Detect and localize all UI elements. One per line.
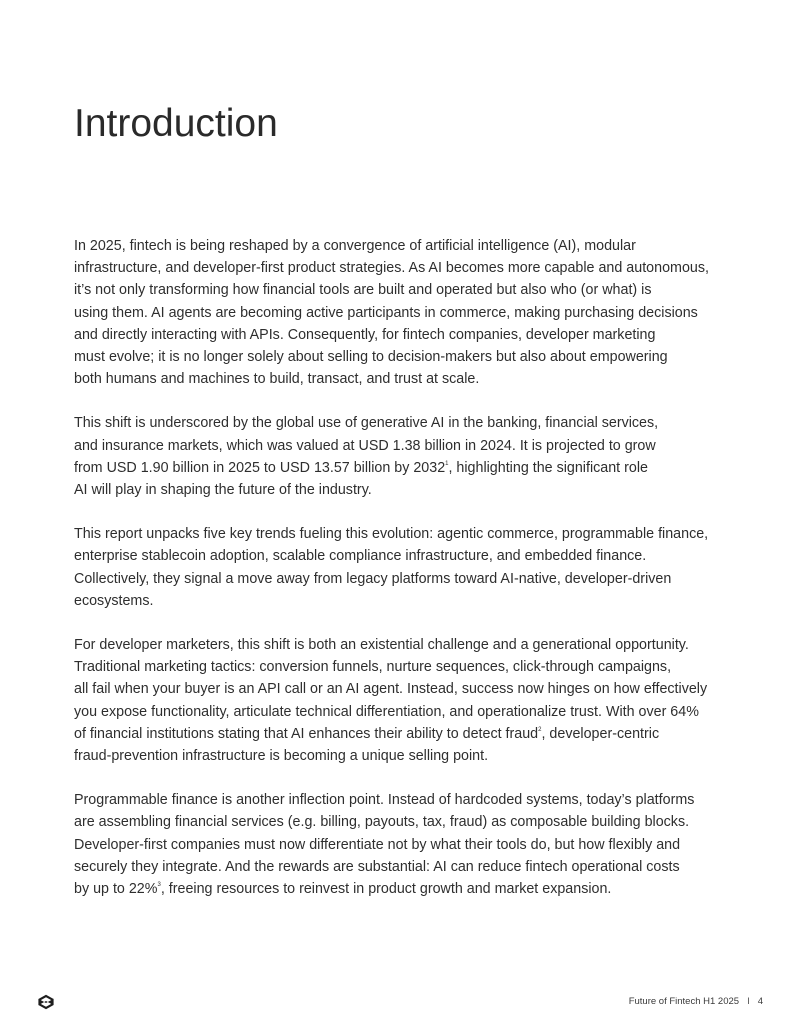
line-text: Developer-first companies must now differentiate not by what their tools do, but how flexibly and <box>74 836 681 853</box>
line-text: and insurance markets, which was valued at USD 1.38 billion in 2024. It is projected to grow <box>74 437 656 454</box>
line-text: are assembling financial services (e.g. billing, payouts, tax, fraud) as composable building blocks. <box>74 814 690 831</box>
report-name: Future of Fintech H1 2025 <box>628 996 740 1007</box>
text-line <box>74 678 734 700</box>
text-line <box>74 701 734 723</box>
line-text: ecosystems. <box>74 592 154 609</box>
paragraph <box>74 235 734 390</box>
text-line <box>74 723 734 745</box>
line-text: of financial institutions stating that AI enhances their ability to detect fraud <box>74 725 539 742</box>
text-line <box>74 457 734 479</box>
text-line <box>74 368 734 390</box>
paragraph <box>74 634 734 767</box>
text-line <box>74 324 734 346</box>
paragraph <box>74 523 734 612</box>
line-text: must evolve; it is no longer solely about selling to decision-makers but also about empowering <box>74 349 668 366</box>
footnote-marker: 1 <box>445 461 449 468</box>
line-text-continued: , developer-centric <box>541 725 660 742</box>
text-line <box>74 856 734 878</box>
line-text: from USD 1.90 billion in 2025 to USD 13.57 billion by 2032 <box>74 459 446 476</box>
text-line <box>74 435 734 457</box>
paragraph <box>74 789 734 900</box>
text-line <box>74 834 734 856</box>
line-text: This report unpacks five key trends fueling this evolution: agentic commerce, programmable finance, <box>74 526 709 543</box>
line-text: all fail when your buyer is an API call or an AI agent. Instead, success now hinges on how effectively <box>74 681 708 698</box>
text-line <box>74 523 734 545</box>
line-text-continued: , highlighting the significant role <box>448 459 648 476</box>
text-line <box>74 634 734 656</box>
text-line <box>74 745 734 767</box>
line-text: Collectively, they signal a move away from legacy platforms toward AI-native, developer-driven <box>74 570 672 587</box>
text-line <box>74 235 734 257</box>
page-number: 4 <box>757 996 763 1007</box>
page-footer <box>629 996 763 1008</box>
text-line <box>74 412 734 434</box>
line-text-continued: , freeing resources to reinvest in product growth and market expansion. <box>160 881 612 898</box>
text-line <box>74 279 734 301</box>
line-text: both humans and machines to build, transact, and trust at scale. <box>74 371 480 388</box>
footnote-marker: 2 <box>538 727 542 734</box>
line-text: For developer marketers, this shift is both an existential challenge and a generational opportunity. <box>74 637 689 654</box>
line-text: it’s not only transforming how financial tools are built and operated but also who (or what) is <box>74 282 652 299</box>
paragraph <box>74 412 734 501</box>
line-text: and directly interacting with APIs. Consequently, for fintech companies, developer marketing <box>74 326 656 343</box>
line-text: securely they integrate. And the rewards are substantial: AI can reduce fintech operational costs <box>74 858 680 875</box>
line-text: Traditional marketing tactics: conversion funnels, nurture sequences, click-through campaigns, <box>74 659 672 676</box>
line-text: by up to 22% <box>74 881 158 898</box>
text-line <box>74 656 734 678</box>
line-text: enterprise stablecoin adoption, scalable compliance infrastructure, and embedded finance. <box>74 548 647 565</box>
line-text: AI will play in shaping the future of the industry. <box>74 482 372 499</box>
text-line <box>74 302 734 324</box>
line-text: Programmable finance is another inflection point. Instead of hardcoded systems, today’s platforms <box>74 792 695 809</box>
text-line <box>74 545 734 567</box>
line-text: using them. AI agents are becoming active participants in commerce, making purchasing decisions <box>74 304 698 321</box>
text-line <box>74 257 734 279</box>
footer-separator: I <box>747 996 750 1007</box>
text-line <box>74 346 734 368</box>
text-line <box>74 878 734 900</box>
text-line <box>74 590 734 612</box>
line-text: In 2025, fintech is being reshaped by a convergence of artificial intelligence (AI), modular <box>74 238 636 254</box>
text-line <box>74 568 734 590</box>
brand-logo-icon <box>37 994 55 1010</box>
footnote-marker: 3 <box>157 882 161 889</box>
text-line <box>74 789 734 811</box>
line-text: you expose functionality, articulate technical differentiation, and operationalize trust. With over 64% <box>74 703 699 720</box>
line-text: fraud-prevention infrastructure is becoming a unique selling point. <box>74 748 489 765</box>
text-line <box>74 479 734 501</box>
line-text: This shift is underscored by the global use of generative AI in the banking, financial services, <box>74 415 659 432</box>
line-text: infrastructure, and developer-first product strategies. As AI becomes more capable and autonomous, <box>74 260 709 277</box>
page-title: Introduction <box>74 102 278 145</box>
text-line <box>74 811 734 833</box>
body-text <box>74 235 734 922</box>
